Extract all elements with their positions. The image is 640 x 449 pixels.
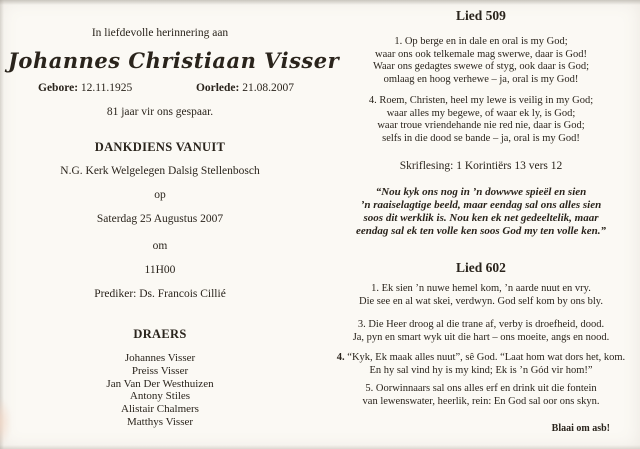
born-date: 12.11.1925 xyxy=(80,82,133,94)
right-page-column xyxy=(324,0,638,408)
scan-artifact xyxy=(0,0,4,449)
hymn-line: 4. Roem, Christen, heel my lewe is veilig in my God; xyxy=(368,95,594,106)
church-line: N.G. Kerk Welgelegen Dalsig Stellenbosch xyxy=(60,165,260,177)
hymn509-verse4 xyxy=(324,95,638,145)
hymn-line: waar ons ook telkemale mag swerwe, daar is God! xyxy=(375,48,587,60)
hymn-line xyxy=(324,352,638,365)
hymn-line: Waar ons gedagtes swewe of styg, ook daar is God; xyxy=(372,61,590,72)
quote-line: eendag sal ek ten volle ken soos God my ten volle ken.” xyxy=(356,225,606,237)
hymn-line: 1. Op berge en in dale en oral is my God; xyxy=(394,36,568,47)
hymn602-verse4 xyxy=(324,352,638,377)
bearer-name: Johannes Visser xyxy=(124,352,196,364)
hymn602-verse1 xyxy=(324,283,638,308)
service-time: 11H00 xyxy=(144,264,176,276)
died-label: Oorlede: xyxy=(195,82,240,94)
service-date: Saterdag 25 Augustus 2007 xyxy=(96,213,224,225)
bearer-name: Antony Stiles xyxy=(129,390,191,403)
died-date: 21.08.2007 xyxy=(242,82,294,94)
hymn-line: 1. Ek sien ’n nuwe hemel kom, ’n aarde nuut en vry. xyxy=(371,283,591,294)
turn-over-note: Blaai om asb! xyxy=(551,423,610,434)
intro-line: In liefdevolle herinnering aan xyxy=(91,27,229,39)
hymn-line: Die see en al wat skei, verdwyn. God self kom by ons bly. xyxy=(359,295,603,307)
died-entry xyxy=(196,82,294,95)
scan-artifact xyxy=(0,445,640,449)
bearer-name: Alistair Chalmers xyxy=(121,403,199,416)
quote-line: “Nou kyk ons nog in ’n dowwwe spieël en sien xyxy=(375,186,587,198)
hymn509-verse1 xyxy=(324,36,638,86)
preposition-om: om xyxy=(152,240,168,252)
hymn-line: waar alles my begewe, of waar ek ly, is God; xyxy=(386,107,576,119)
born-entry xyxy=(38,82,132,95)
deceased-name: Johannes Christiaan Visser xyxy=(8,48,340,73)
hymn-title-602: Lied 602 xyxy=(456,260,506,275)
hymn-line: Ja, pyn en smart wyk uit die hart – ons moeite, angs en nood. xyxy=(352,331,610,343)
hymn-line: waar troue vriendehande nie red nie, daar is God; xyxy=(377,120,585,131)
hymn602-verse5 xyxy=(324,383,638,408)
bearer-name: Jan Van Der Westhuizen xyxy=(106,377,214,390)
hymn-title-509: Lied 509 xyxy=(456,8,506,23)
preacher-line: Prediker: Ds. Francois Cillié xyxy=(94,288,226,300)
hymn-line: selfs in die dood se bande – ja, oral is my God! xyxy=(382,132,580,144)
hymn-line: van lewenswater, heerlik, rein: En God sal oor ons skyn. xyxy=(362,395,600,407)
hymn-line: 3. Die Heer droog al die trane af, verby is droefheid, dood. xyxy=(357,319,605,330)
quote-line: soos dit werklik is. Nou ken ek net gedeeltelik, maar xyxy=(363,212,599,224)
hymn-line-text: “Kyk, Ek maak alles nuut”, sê God. “Laat hom wat dors het, kom. xyxy=(347,352,626,363)
hymn-line: En hy sal vind hy is my kind; Ek is ’n Gód vir hom!” xyxy=(369,364,593,376)
preposition-op: op xyxy=(154,189,166,201)
bearer-name: Matthys Visser xyxy=(126,415,194,428)
bearers-heading: DRAERS xyxy=(133,327,187,341)
scripture-line: Skriflesing: 1 Korintiërs 13 vers 12 xyxy=(399,160,563,172)
verse-number: 4. xyxy=(336,352,345,363)
born-label: Gebore: xyxy=(38,82,79,94)
dates-row xyxy=(8,82,312,95)
years-line: 81 jaar vir ons gespaar. xyxy=(106,106,214,118)
service-heading: DANKDIENS VANUIT xyxy=(94,140,226,154)
quote-line: ’n raaiselagtige beeld, maar eendag sal ons alles sien xyxy=(360,199,602,211)
hymn602-verse3 xyxy=(324,319,638,344)
hymn-line: 5. Oorwinnaars sal ons alles erf en drink uit die fontein xyxy=(365,383,597,394)
scripture-quote xyxy=(324,186,638,238)
bearer-name: Preiss Visser xyxy=(131,364,189,377)
left-page-column xyxy=(8,0,340,429)
bearers-list xyxy=(8,352,312,429)
hymn-line: omlaag en hoog verhewe – ja, oral is my God! xyxy=(383,73,579,85)
